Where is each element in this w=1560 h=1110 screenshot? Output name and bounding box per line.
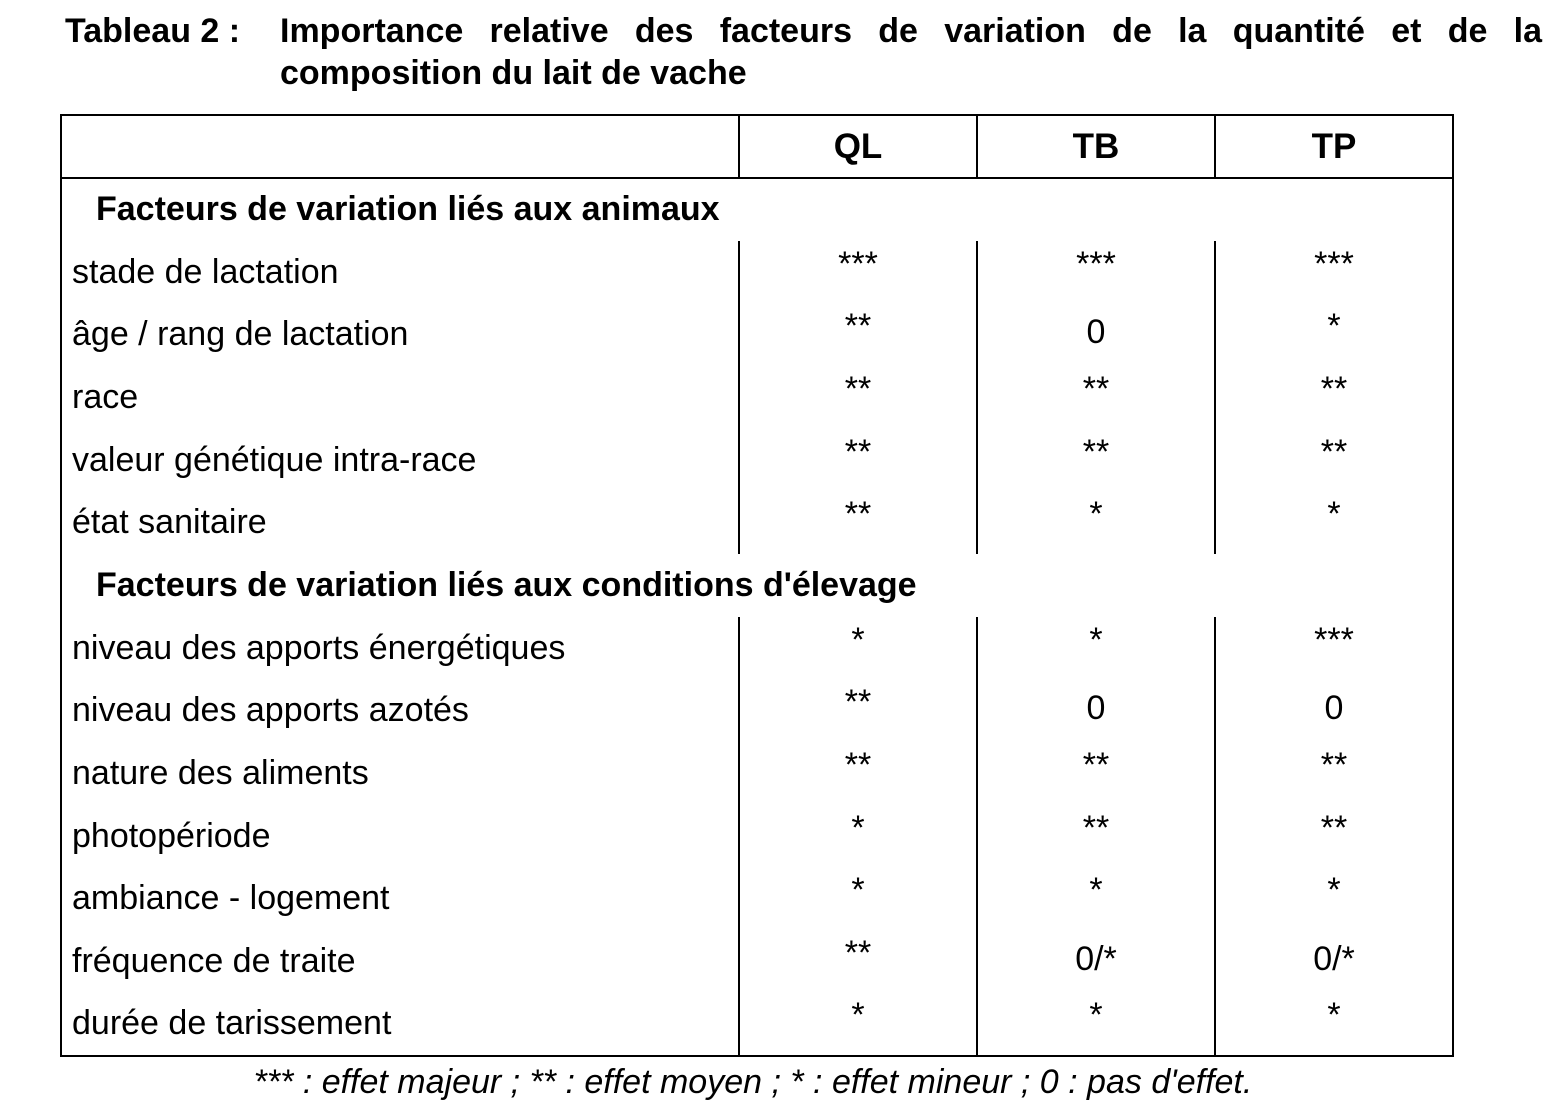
rating-value: ** — [844, 746, 872, 785]
value-cell-tb — [977, 993, 1215, 1056]
value-cell-tb — [977, 805, 1215, 868]
value-cell-tp — [1215, 680, 1453, 743]
factor-label: fréquence de traite — [72, 942, 356, 981]
value-cell-tb — [977, 429, 1215, 492]
factor-label: ambiance - logement — [72, 879, 390, 918]
rating-value: * — [1327, 996, 1341, 1035]
rating-value: 0/* — [1075, 940, 1117, 979]
rating-value: ** — [1082, 369, 1110, 408]
value-cell-ql — [739, 617, 977, 680]
factor-label: photopériode — [72, 816, 271, 855]
caption-label: Tableau 2 : — [65, 12, 241, 50]
rating-value: 0 — [1324, 689, 1344, 728]
value-cell-ql — [739, 680, 977, 743]
rating-value: * — [851, 808, 865, 847]
rating-value: ** — [844, 683, 872, 722]
section-title: Facteurs de variation liés aux animaux — [96, 190, 720, 229]
table-row — [61, 429, 1453, 492]
rating-value: * — [851, 996, 865, 1035]
rating-value: ** — [844, 307, 872, 346]
value-cell-tb — [977, 491, 1215, 554]
rating-value: * — [1089, 620, 1103, 659]
value-cell-tb — [977, 680, 1215, 743]
table-row — [61, 491, 1453, 554]
value-cell-tp — [1215, 429, 1453, 492]
factors-table — [60, 114, 1454, 1057]
rating-value: 0 — [1086, 313, 1106, 352]
header-tb: TB — [977, 115, 1215, 178]
section-header-row — [61, 554, 1453, 617]
rating-value: * — [1089, 996, 1103, 1035]
rating-value: *** — [1076, 244, 1116, 283]
factor-label: niveau des apports énergétiques — [72, 628, 566, 667]
table-row — [61, 366, 1453, 429]
section-header-row — [61, 178, 1453, 241]
value-cell-ql — [739, 303, 977, 366]
rating-value: * — [851, 871, 865, 910]
rating-value: ** — [844, 495, 872, 534]
rating-value: ** — [1082, 808, 1110, 847]
rating-value: *** — [1314, 620, 1354, 659]
rating-value: ** — [1320, 369, 1348, 408]
legend-footnote: *** : effet majeur ; ** : effet moyen ; * : effet mineur ; 0 : pas d'effet. — [253, 1063, 1253, 1101]
value-cell-tp — [1215, 366, 1453, 429]
factor-label: valeur génétique intra-race — [72, 440, 477, 479]
table-row — [61, 303, 1453, 366]
rating-value: ** — [844, 934, 872, 973]
value-cell-tp — [1215, 241, 1453, 304]
value-cell-tp — [1215, 805, 1453, 868]
section-title: Facteurs de variation liés aux conditions d'élevage — [96, 565, 917, 604]
factor-label: niveau des apports azotés — [72, 691, 469, 730]
table-caption — [0, 0, 1560, 108]
factor-label: race — [72, 377, 139, 416]
table-body — [61, 178, 1453, 1056]
rating-value: ** — [1320, 746, 1348, 785]
value-cell-tp — [1215, 617, 1453, 680]
factor-label: stade de lactation — [72, 252, 339, 291]
rating-value: *** — [1314, 244, 1354, 283]
table-row — [61, 742, 1453, 805]
table-row — [61, 241, 1453, 304]
rating-value: * — [1327, 307, 1341, 346]
value-cell-tb — [977, 617, 1215, 680]
rating-value: * — [1089, 871, 1103, 910]
value-cell-tp — [1215, 303, 1453, 366]
value-cell-tp — [1215, 742, 1453, 805]
factor-label: nature des aliments — [72, 754, 369, 793]
rating-value: ** — [844, 369, 872, 408]
value-cell-ql — [739, 805, 977, 868]
caption-title: Importance relative des facteurs de variation de la quantité et de la composition du lait de vache — [280, 12, 1542, 92]
table-row — [61, 993, 1453, 1056]
value-cell-tp — [1215, 993, 1453, 1056]
table-row — [61, 617, 1453, 680]
rating-value: * — [851, 620, 865, 659]
factor-label: état sanitaire — [72, 503, 267, 542]
value-cell-tp — [1215, 491, 1453, 554]
value-cell-tb — [977, 303, 1215, 366]
value-cell-tp — [1215, 930, 1453, 993]
value-cell-tb — [977, 930, 1215, 993]
rating-value: 0 — [1086, 689, 1106, 728]
rating-value: *** — [838, 244, 878, 283]
rating-value: * — [1327, 871, 1341, 910]
table-row — [61, 805, 1453, 868]
value-cell-tb — [977, 742, 1215, 805]
value-cell-ql — [739, 491, 977, 554]
table-row — [61, 930, 1453, 993]
value-cell-tb — [977, 241, 1215, 304]
table-row — [61, 680, 1453, 743]
value-cell-ql — [739, 993, 977, 1056]
value-cell-ql — [739, 366, 977, 429]
rating-value: * — [1327, 495, 1341, 534]
value-cell-ql — [739, 930, 977, 993]
header-tp: TP — [1215, 115, 1453, 178]
value-cell-ql — [739, 742, 977, 805]
header-factor — [61, 115, 739, 178]
rating-value: ** — [1320, 808, 1348, 847]
factor-label: âge / rang de lactation — [72, 315, 409, 354]
rating-value: 0/* — [1313, 940, 1355, 979]
rating-value: ** — [1320, 432, 1348, 471]
value-cell-ql — [739, 868, 977, 931]
rating-value: * — [1089, 495, 1103, 534]
rating-value: ** — [844, 432, 872, 471]
table-row — [61, 868, 1453, 931]
rating-value: ** — [1082, 432, 1110, 471]
value-cell-tp — [1215, 868, 1453, 931]
header-ql: QL — [739, 115, 977, 178]
header-row — [61, 115, 1453, 178]
factor-label: durée de tarissement — [72, 1004, 392, 1043]
rating-value: ** — [1082, 746, 1110, 785]
value-cell-ql — [739, 241, 977, 304]
value-cell-tb — [977, 868, 1215, 931]
value-cell-ql — [739, 429, 977, 492]
value-cell-tb — [977, 366, 1215, 429]
